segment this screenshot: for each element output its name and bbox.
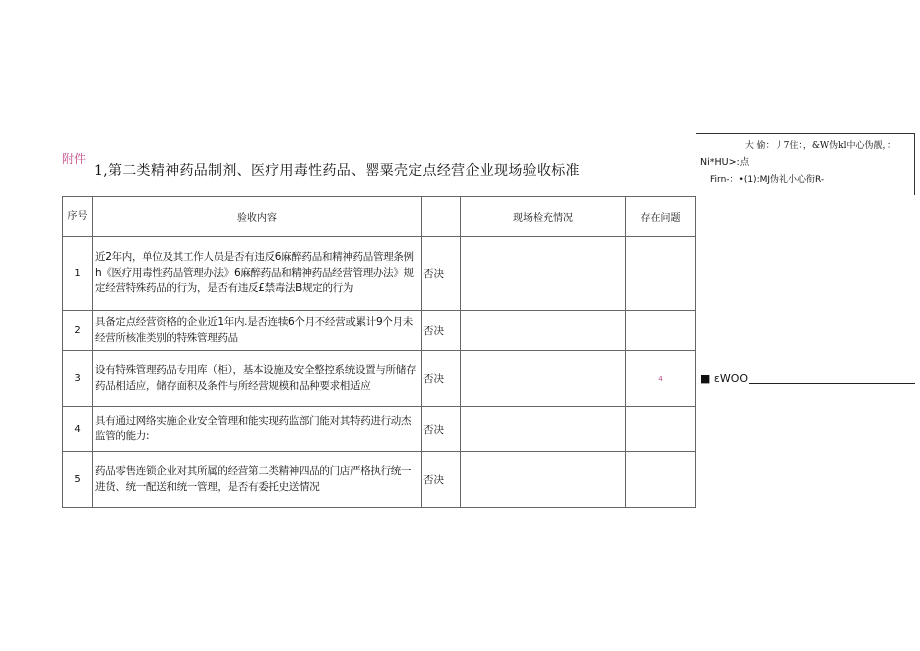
- side-info-box: [696, 133, 915, 195]
- row-content: 具备定点经营资格的企业近1年内.是否连犊6个月不经营或累计9个月未经营所核准类别的特殊管理药品: [93, 311, 422, 351]
- row-seq: 5: [63, 452, 93, 508]
- row-content: 药品零售连锁企业对其所属的经营第二类精神四品的门店严格执行统一进货、统一配送和统一管理，是否有委托史送情况: [93, 452, 422, 508]
- row-decision: 否决: [422, 452, 461, 508]
- header-decision: [422, 197, 461, 237]
- table-row: [63, 351, 696, 407]
- row-decision: 否决: [422, 311, 461, 351]
- side-info-line-3: Firn-：•(1):MJ伪礼小心衔R-: [710, 175, 825, 185]
- document-title: 1,第二类精神药品制剂、医疗用毒性药品、罂粟壳定点经营企业现场验收标准: [94, 163, 580, 179]
- side-info-line-1: 大 偷：丿7住：，&W伪kl中心伪靓，：: [744, 141, 896, 151]
- row-seq: 2: [63, 311, 93, 351]
- header-issues: 存在问题: [626, 197, 696, 237]
- right-margin-mark: ■ ɛWOO: [700, 372, 749, 385]
- side-info-line-2: Ni*HU>:点: [700, 157, 750, 168]
- row-issue: [626, 407, 696, 452]
- row-decision: 否决: [422, 351, 461, 407]
- table-row: [63, 237, 696, 311]
- row-situation: [461, 452, 626, 508]
- row-issue: [626, 452, 696, 508]
- header-seq: 序号: [63, 197, 93, 237]
- row-seq: 1: [63, 237, 93, 311]
- table-header-row: [63, 197, 696, 237]
- row-content: 设有特殊管理药品专用库（柜），基本设施及安全整控系统设置与所储存药品相适应，储存面积及条件与所经营规模和品种要求相适应: [93, 351, 422, 407]
- row-seq: 3: [63, 351, 93, 407]
- row-situation: [461, 311, 626, 351]
- header-content: 验收内容: [93, 197, 422, 237]
- row-content: 具有通过网络实施企业安全管理和能实现药监部门能对其特药进行动杰监管的能力:: [93, 407, 422, 452]
- row-issue: [626, 237, 696, 311]
- row-situation: [461, 351, 626, 407]
- row-decision: 否决: [422, 237, 461, 311]
- row-decision: 否决: [422, 407, 461, 452]
- row-situation: [461, 407, 626, 452]
- row-seq: 4: [63, 407, 93, 452]
- row-issue: 4: [626, 351, 696, 407]
- table-row: [63, 311, 696, 351]
- right-margin-rule: [749, 383, 915, 384]
- header-situation: 现场检充情况: [461, 197, 626, 237]
- attachment-label: 附件: [62, 152, 87, 166]
- row-content: 近2年内，单位及其工作人员是否有违反6麻醉药品和精神药品管理条例h《医疗用毒性药品管理办法》6麻醉药品和精神药品经营管理办法》规定经营特殊药品的行为，是否有违反£禁毒法B规定的行为: [93, 237, 422, 311]
- row-situation: [461, 237, 626, 311]
- row-issue: [626, 311, 696, 351]
- table-row: [63, 407, 696, 452]
- table-row: [63, 452, 696, 508]
- acceptance-table: [62, 196, 696, 508]
